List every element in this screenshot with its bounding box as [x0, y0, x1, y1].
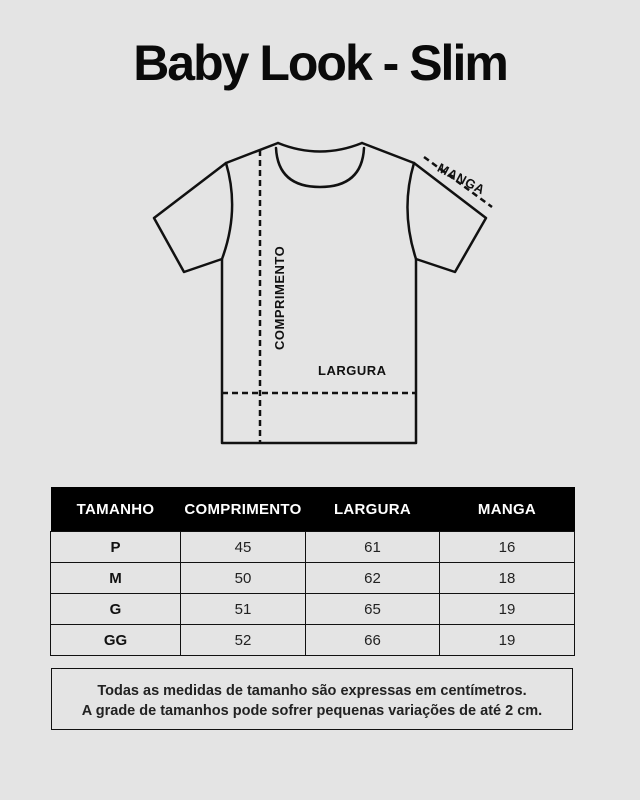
table-row — [51, 625, 575, 656]
note-line-2: A grade de tamanhos pode sofrer pequenas variações de até 2 cm. — [81, 703, 543, 719]
sleeve-label: MANGA — [434, 160, 488, 198]
length-cell: 51 — [181, 594, 306, 625]
page-title: Baby Look - Slim — [133, 35, 507, 91]
sleeve-cell: 19 — [440, 625, 575, 656]
note-line-1: Todas as medidas de tamanho são expressas em centímetros. — [97, 683, 527, 699]
width-cell: 65 — [306, 594, 440, 625]
header-width: LARGURA — [306, 487, 440, 532]
size-cell: M — [51, 563, 181, 594]
length-label: COMPRIMENTO — [272, 245, 287, 350]
width-label: LARGURA — [318, 363, 387, 378]
table-row — [51, 563, 575, 594]
sleeve-cell: 16 — [440, 532, 575, 563]
width-cell: 61 — [306, 532, 440, 563]
length-cell: 52 — [181, 625, 306, 656]
size-cell: G — [51, 594, 181, 625]
sleeve-cell: 18 — [440, 563, 575, 594]
size-cell: GG — [51, 625, 181, 656]
size-cell: P — [51, 532, 181, 563]
length-cell: 50 — [181, 563, 306, 594]
sleeve-cell: 19 — [440, 594, 575, 625]
measurement-note — [51, 668, 573, 730]
table-row — [51, 594, 575, 625]
header-size: TAMANHO — [51, 487, 181, 532]
size-table-header-row — [51, 487, 575, 532]
header-length: COMPRIMENTO — [181, 487, 306, 532]
table-row — [51, 532, 575, 563]
width-cell: 62 — [306, 563, 440, 594]
length-cell: 45 — [181, 532, 306, 563]
header-sleeve: MANGA — [440, 487, 575, 532]
size-table — [50, 487, 575, 656]
width-cell: 66 — [306, 625, 440, 656]
